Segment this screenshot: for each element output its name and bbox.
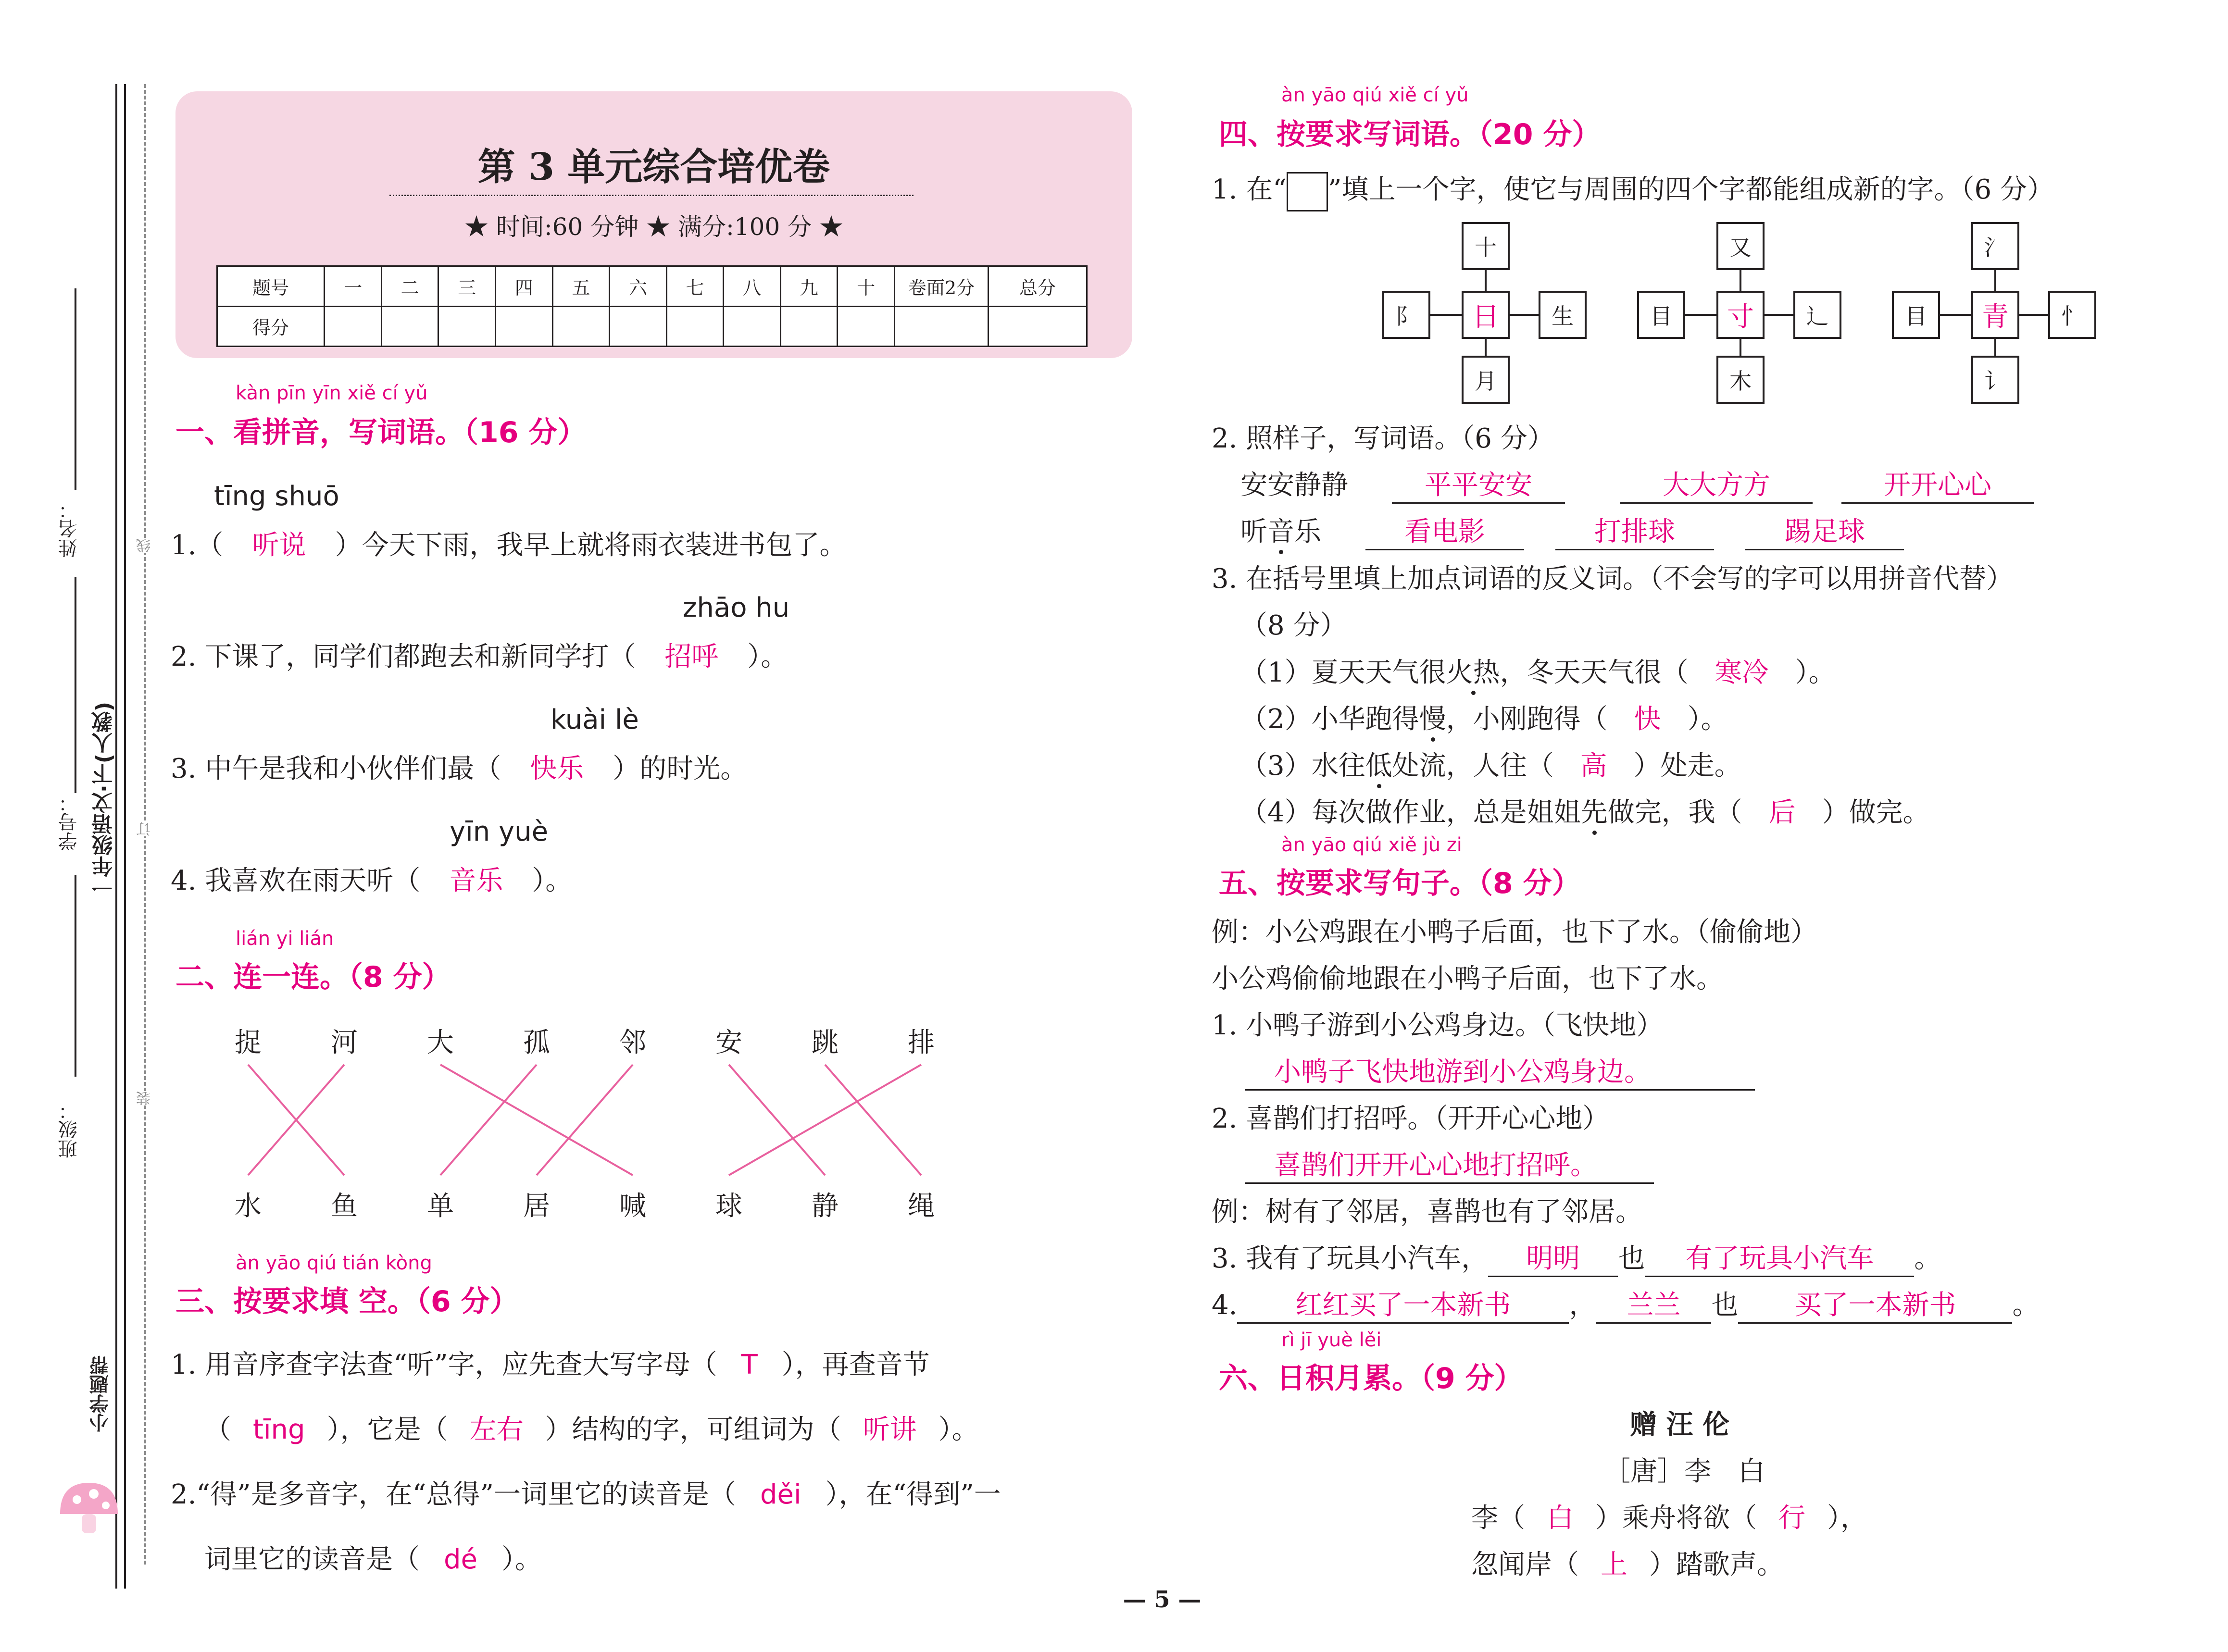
score-table-header: 六 xyxy=(610,266,667,307)
answer: 招呼 xyxy=(664,641,719,672)
score-row-label: 得分 xyxy=(217,306,325,347)
answer: tīng xyxy=(253,1414,305,1445)
score-table-header: 二 xyxy=(381,266,438,307)
section-pinyin: àn yāo qiú xiě jù zi xyxy=(1281,834,1462,856)
char-box: 十 xyxy=(1462,222,1510,270)
match-line xyxy=(729,1065,825,1175)
question-1-3: 3. 中午是我和小伙伴们最（ 快乐 ）的时光。 xyxy=(171,753,748,784)
poem-title: 赠 汪 伦 xyxy=(1630,1409,1729,1441)
match-line xyxy=(440,1065,633,1175)
answer-blank[interactable]: 踢足球 xyxy=(1745,510,1904,550)
char-box-answer[interactable]: 寸 xyxy=(1716,291,1765,339)
answer: 白 xyxy=(1547,1503,1574,1534)
char-box: 目 xyxy=(1637,291,1685,339)
section-title: 六、日积月累。（9 分） xyxy=(1219,1362,1523,1395)
score-table-header: 三 xyxy=(438,266,496,307)
score-table-header: 一 xyxy=(325,266,382,307)
score-table-header: 题号 xyxy=(217,266,325,307)
mushroom-logo-icon xyxy=(55,1476,127,1538)
char-box-answer[interactable]: 日 xyxy=(1462,291,1510,339)
section-title: 二、连一连。（8 分） xyxy=(175,960,451,994)
char-box: 月 xyxy=(1462,356,1510,404)
answer: 快乐 xyxy=(530,753,584,784)
answer-blank[interactable]: 小鸭子飞快地游到小公鸡身边。 xyxy=(1245,1051,1755,1091)
answer-blank: 有了玩具小汽车 xyxy=(1645,1237,1914,1277)
answer: 听讲 xyxy=(863,1414,917,1445)
section-title: 一、看拼音，写词语。（16 分） xyxy=(175,416,587,449)
question-5-1: 1. 小鸭子游到小公鸡身边。（飞快地） xyxy=(1212,1010,1664,1041)
score-table-header: 总分 xyxy=(989,266,1087,307)
answer-blank: 兰兰 xyxy=(1596,1284,1711,1324)
matching-word: 排 xyxy=(908,1027,935,1058)
example-sentence: 例：小公鸡跟在小鸭子后面，也下了水。（偷偷地） xyxy=(1212,917,1817,948)
answer: 寒冷 xyxy=(1715,657,1769,688)
char-box: 目 xyxy=(1892,291,1940,339)
section-pinyin: àn yāo qiú tián kòng xyxy=(236,1252,432,1274)
antonym-item: （1）夏天天气很火热，冬天天气很（ 寒冷 ）。 xyxy=(1240,657,1836,688)
answer: 高 xyxy=(1580,750,1607,782)
matching-word: 大 xyxy=(427,1027,454,1058)
matching-word: 单 xyxy=(427,1191,454,1222)
section-pinyin: lián yi lián xyxy=(236,928,334,950)
matching-word: 邻 xyxy=(619,1027,646,1058)
answer-blank[interactable]: 看电影 xyxy=(1365,510,1524,550)
question-1-1: 1.（ 听说 ）今天下雨，我早上就将雨衣装进书包了。 xyxy=(171,530,847,561)
score-table-header: 五 xyxy=(552,266,610,307)
question-1-4: 4. 我喜欢在雨天听（ 音乐 ）。 xyxy=(171,865,573,896)
cut-line-label: 线 xyxy=(135,538,156,553)
question-5-4: 4. 红红买了一本新书 ， 兰兰 也 买了一本新书 。 xyxy=(1212,1284,2039,1324)
question-pinyin: tīng shuō xyxy=(214,481,339,512)
answer-blank[interactable]: 喜鹊们开开心心地打招呼。 xyxy=(1245,1144,1654,1184)
question-3-1a: 1. 用音序查字法查“听”字，应先查大写字母（ T ），再查音节 xyxy=(171,1349,930,1380)
answer-blank: 明明 xyxy=(1488,1237,1618,1277)
score-table-header: 十 xyxy=(838,266,895,307)
section-title: 三、按要求填 空。（6 分） xyxy=(175,1285,519,1318)
matching-word: 孤 xyxy=(523,1027,550,1058)
answer-blank[interactable]: 打排球 xyxy=(1555,510,1714,550)
matching-word: 捉 xyxy=(235,1027,262,1058)
char-box: 木 xyxy=(1716,356,1765,404)
question-pinyin: yīn yuè xyxy=(450,816,549,847)
cut-line-label: 订 xyxy=(135,822,156,836)
answer: T xyxy=(741,1349,758,1380)
cut-line-label: 装 xyxy=(135,1091,156,1105)
question-1-2: 2. 下课了，同学们都跑去和新同学打（ 招呼 ）。 xyxy=(171,641,788,672)
score-table-header: 卷面2分 xyxy=(895,266,989,307)
match-line xyxy=(729,1065,921,1175)
matching-word: 跳 xyxy=(812,1027,839,1058)
answer: 听说 xyxy=(252,530,306,561)
answer: 快 xyxy=(1634,704,1661,735)
answer: 上 xyxy=(1601,1549,1627,1580)
answer: děi xyxy=(760,1479,801,1510)
question-pinyin: zhāo hu xyxy=(683,592,790,623)
char-box: 辶 xyxy=(1793,291,1841,339)
section-title: 四、按要求写词语。（20 分） xyxy=(1219,118,1601,151)
antonym-item: （4）每次做作业，总是姐姐先做完，我（ 后 ）做完。 xyxy=(1240,797,1930,828)
answer: 左右 xyxy=(469,1414,524,1445)
matching-word: 球 xyxy=(715,1191,742,1222)
char-box: 又 xyxy=(1716,222,1765,270)
matching-lines xyxy=(0,0,1154,1250)
answer-blank: 买了一本新书 xyxy=(1738,1284,2012,1324)
page-title: 第 3 单元综合培优卷 xyxy=(477,145,830,189)
matching-word: 绳 xyxy=(908,1191,935,1222)
question-5-2: 2. 喜鹊们打招呼。（开开心心地） xyxy=(1212,1103,1610,1134)
matching-word: 居 xyxy=(523,1191,550,1222)
score-table-header: 八 xyxy=(724,266,781,307)
example-sentence: 例：树有了邻居，喜鹊也有了邻居。 xyxy=(1212,1196,1642,1228)
matching-word: 鱼 xyxy=(331,1191,358,1222)
section-title: 五、按要求写句子。（8 分） xyxy=(1219,867,1581,900)
char-box: 讠 xyxy=(1971,356,2019,404)
poem-line-1: 李（ 白 ）乘舟将欲（ 行 ）， xyxy=(1471,1503,1867,1534)
match-line xyxy=(440,1065,537,1175)
poem-author: ［唐］李 白 xyxy=(1603,1456,1765,1487)
name-label: 姓名： xyxy=(58,500,80,558)
matching-word: 河 xyxy=(331,1027,358,1058)
answer-blank[interactable]: 大大方方 xyxy=(1620,464,1813,504)
char-box: 阝 xyxy=(1382,291,1430,339)
char-box: 忄 xyxy=(2048,291,2096,339)
question-3-2b: 词里它的读音是（ dé ）。 xyxy=(204,1544,542,1575)
antonym-item: （3）水往低处流，人往（ 高 ）处走。 xyxy=(1240,750,1741,782)
example-word: 听音乐 xyxy=(1240,516,1321,547)
logo-text: 小学题帮 xyxy=(89,1355,112,1432)
example-sentence: 小公鸡偷偷地跟在小鸭子后面，也下了水。 xyxy=(1212,963,1723,994)
book-label: 一年级语文·下(人教) xyxy=(92,702,116,898)
poem-line-2: 忽闻岸（ 上 ）踏歌声。 xyxy=(1471,1549,1784,1580)
score-table-header: 四 xyxy=(495,266,552,307)
matching-word: 喊 xyxy=(619,1191,646,1222)
question-3-1b: （ tīng ），它是（ 左右 ）结构的字，可组词为（ 听讲 ）。 xyxy=(204,1414,979,1445)
question-pinyin: kuài lè xyxy=(551,704,639,735)
match-line xyxy=(825,1065,921,1175)
question-3-2a: 2.“得”是多音字，在“总得”一词里它的读音是（ děi ），在“得到”一 xyxy=(171,1479,1001,1510)
question-4-2: 2. 照样子，写词语。（6 分） xyxy=(1212,423,1554,454)
example-word: 安安静静 xyxy=(1240,470,1348,501)
section-pinyin: àn yāo qiú xiě cí yǔ xyxy=(1281,84,1469,106)
question-4-3: 3. 在括号里填上加点词语的反义词。（不会写的字可以用拼音代替） xyxy=(1212,563,2014,595)
exam-info: ★ 时间:60 分钟 ★ 满分:100 分 ★ xyxy=(464,213,844,241)
score-table-header: 九 xyxy=(780,266,838,307)
match-line xyxy=(537,1065,633,1175)
question-5-3: 3. 我有了玩具小汽车， 明明 也 有了玩具小汽车 。 xyxy=(1212,1237,1941,1277)
score-table-header: 七 xyxy=(666,266,724,307)
question-4-3-score: （8 分） xyxy=(1240,610,1347,641)
section-pinyin: kàn pīn yīn xiě cí yǔ xyxy=(236,382,428,404)
answer: 音乐 xyxy=(449,865,503,896)
section-pinyin: rì jī yuè lěi xyxy=(1281,1329,1382,1351)
answer: 后 xyxy=(1768,797,1796,828)
matching-word: 静 xyxy=(812,1191,839,1222)
blank-box xyxy=(1287,172,1328,211)
question-4-1: 1. 在“ ”填上一个字，使它与周围的四个字都能组成新的字。（6 分） xyxy=(1212,168,2054,211)
page-number: — 5 — xyxy=(1123,1586,1202,1613)
char-box: 生 xyxy=(1539,291,1587,339)
matching-word: 水 xyxy=(235,1191,262,1222)
answer: 行 xyxy=(1778,1503,1805,1534)
student-no-label: 学号： xyxy=(58,793,80,851)
matching-word: 安 xyxy=(715,1027,742,1058)
class-label: 班级： xyxy=(58,1101,80,1158)
char-box-answer[interactable]: 青 xyxy=(1971,291,2019,339)
char-box: 氵 xyxy=(1971,222,2019,270)
answer-blank: 红红买了一本新书 xyxy=(1237,1284,1569,1324)
answer: dé xyxy=(444,1544,477,1575)
antonym-item: （2）小华跑得慢，小刚跑得（ 快 ）。 xyxy=(1240,704,1728,735)
answer-blank[interactable]: 开开心心 xyxy=(1841,464,2034,504)
answer-blank[interactable]: 平平安安 xyxy=(1392,464,1565,504)
